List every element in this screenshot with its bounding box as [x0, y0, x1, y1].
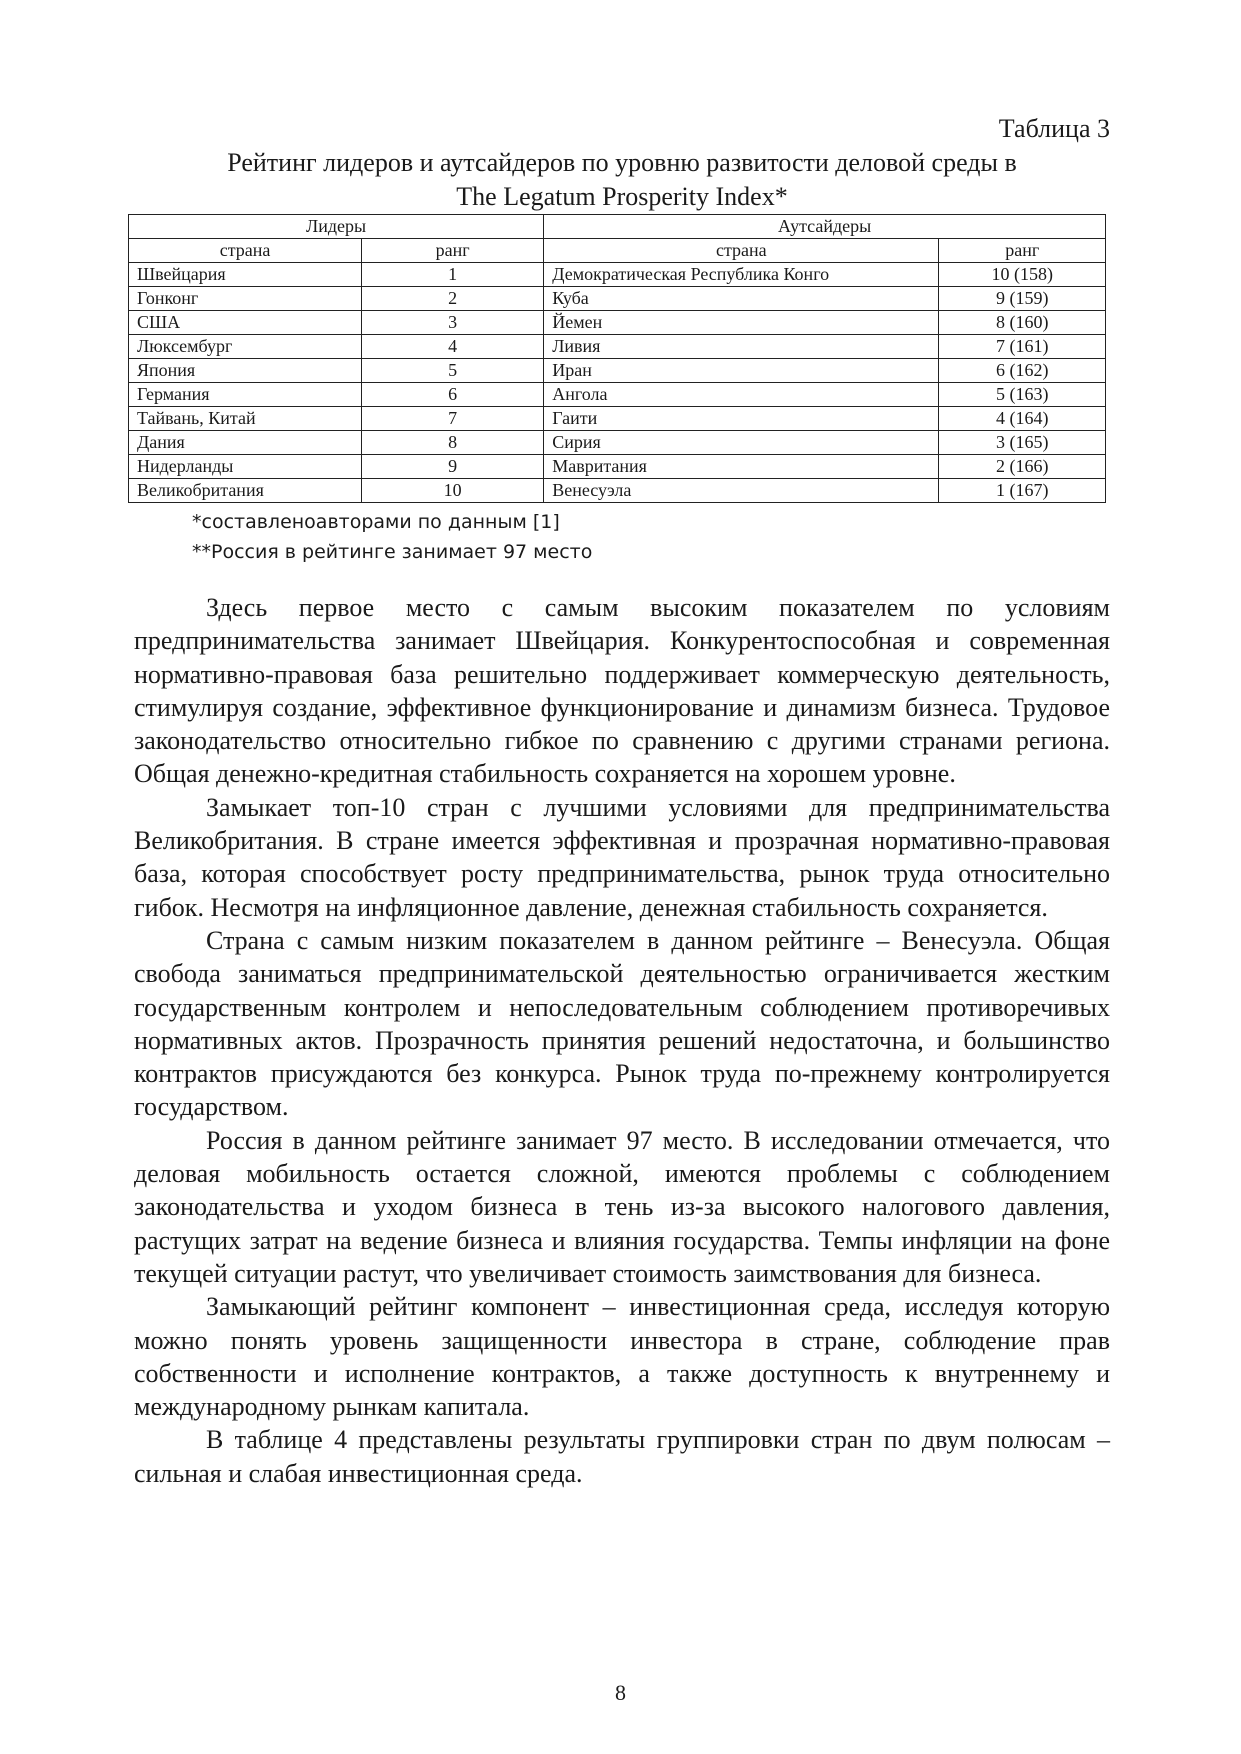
outsider-rank-cell: 3 (165)	[939, 431, 1106, 455]
outsiders-country-header: страна	[544, 239, 939, 263]
paragraph: Страна с самым низким показателем в данном рейтинге – Венесуэла. Общая свобода заниматься предпринимательской деятельностью ограничивается жестким государственным контролем и непоследовательным соблюдением противоречивых нормативных актов. Прозрачность принятия решений недостаточна, и большинство контрактов присуждаются без конкурса. Рынок труда по-прежнему контролируется государством.	[134, 925, 1110, 1122]
leader-country-cell: Германия	[129, 383, 362, 407]
document-page	[134, 112, 1110, 1490]
leader-rank-cell: 9	[362, 455, 544, 479]
outsider-rank-cell: 4 (164)	[939, 407, 1106, 431]
leader-rank-cell: 8	[362, 431, 544, 455]
leader-country-cell: Великобритания	[129, 479, 362, 503]
outsider-rank-cell: 9 (159)	[939, 287, 1106, 311]
outsider-country-cell: Демократическая Республика Конго	[544, 263, 939, 287]
table-column-header-row	[129, 239, 1106, 263]
table-body	[129, 263, 1106, 503]
outsider-country-cell: Ангола	[544, 383, 939, 407]
leader-country-cell: Швейцария	[129, 263, 362, 287]
table-caption-line-2: The Legatum Prosperity Index*	[456, 182, 788, 211]
paragraph: Россия в данном рейтинге занимает 97 место. В исследовании отмечается, что деловая мобильность остается сложной, имеются проблемы с соблюдением законодательства и уходом бизнеса в тень из-за высокого налогового давления, растущих затрат на ведение бизнеса и влияния государства. Темпы инфляции на фоне текущей ситуации растут, что увеличивает стоимость заимствования для бизнеса.	[134, 1125, 1110, 1288]
outsiders-rank-header: ранг	[939, 239, 1106, 263]
paragraph: Замыкающий рейтинг компонент – инвестиционная среда, исследуя которую можно понять уровень защищенности инвестора в стране, соблюдение прав собственности и исполнение контрактов, а также доступность к внутреннему и международному рынкам капитала.	[134, 1292, 1110, 1422]
outsider-country-cell: Мавритания	[544, 455, 939, 479]
table-row	[129, 455, 1106, 479]
outsiders-header: Аутсайдеры	[544, 215, 1106, 239]
page-number: 8	[615, 1680, 626, 1705]
leader-rank-cell: 2	[362, 287, 544, 311]
table-notes	[192, 507, 1110, 567]
table-caption-line-1: Рейтинг лидеров и аутсайдеров по уровню развитости деловой среды в	[227, 148, 1017, 177]
table-row	[129, 359, 1106, 383]
table-group-header-row	[129, 215, 1106, 239]
outsider-rank-cell: 10 (158)	[939, 263, 1106, 287]
paragraph: Замыкает топ-10 стран с лучшими условиями для предпринимательства Великобритания. В стране имеется эффективная и прозрачная нормативно-правовая база, которая способствует росту предпринимательства, рынок труда относительно гибок. Несмотря на инфляционное давление, денежная стабильность сохраняется.	[134, 792, 1110, 922]
table-note: *составленоавторами по данным [1]	[192, 511, 560, 533]
outsider-rank-cell: 1 (167)	[939, 479, 1106, 503]
outsider-country-cell: Сирия	[544, 431, 939, 455]
leader-rank-cell: 5	[362, 359, 544, 383]
outsider-country-cell: Куба	[544, 287, 939, 311]
outsider-rank-cell: 6 (162)	[939, 359, 1106, 383]
table-row	[129, 311, 1106, 335]
paragraph: В таблице 4 представлены результаты группировки стран по двум полюсам – сильная и слабая инвестиционная среда.	[134, 1425, 1110, 1488]
body-text	[134, 591, 1110, 1490]
table-row	[129, 479, 1106, 503]
leaders-country-header: страна	[129, 239, 362, 263]
table-row	[129, 431, 1106, 455]
leader-rank-cell: 3	[362, 311, 544, 335]
leader-country-cell: Тайвань, Китай	[129, 407, 362, 431]
outsider-country-cell: Ливия	[544, 335, 939, 359]
leader-country-cell: США	[129, 311, 362, 335]
leader-rank-cell: 4	[362, 335, 544, 359]
leader-country-cell: Нидерланды	[129, 455, 362, 479]
outsider-rank-cell: 5 (163)	[939, 383, 1106, 407]
table-row	[129, 335, 1106, 359]
table-caption	[134, 146, 1110, 214]
leader-country-cell: Люксембург	[129, 335, 362, 359]
table-row	[129, 263, 1106, 287]
outsider-country-cell: Гаити	[544, 407, 939, 431]
outsider-country-cell: Венесуэла	[544, 479, 939, 503]
table-label: Таблица 3	[998, 114, 1110, 143]
outsider-country-cell: Иран	[544, 359, 939, 383]
outsider-rank-cell: 2 (166)	[939, 455, 1106, 479]
leader-rank-cell: 10	[362, 479, 544, 503]
ranking-table	[128, 214, 1106, 503]
leaders-rank-header: ранг	[362, 239, 544, 263]
leader-rank-cell: 1	[362, 263, 544, 287]
leaders-header: Лидеры	[129, 215, 544, 239]
table-row	[129, 287, 1106, 311]
leader-rank-cell: 7	[362, 407, 544, 431]
leader-country-cell: Япония	[129, 359, 362, 383]
outsider-rank-cell: 7 (161)	[939, 335, 1106, 359]
outsider-country-cell: Йемен	[544, 311, 939, 335]
leader-rank-cell: 6	[362, 383, 544, 407]
table-note: **Россия в рейтинге занимает 97 место	[192, 541, 593, 563]
table-row	[129, 383, 1106, 407]
leader-country-cell: Гонконг	[129, 287, 362, 311]
table-row	[129, 407, 1106, 431]
paragraph: Здесь первое место с самым высоким показателем по условиям предпринимательства занимает Швейцария. Конкурентоспособная и современная нормативно-правовая база решительно поддерживает коммерческую деятельность, стимулируя создание, эффективное функционирование и динамизм бизнеса. Трудовое законодательство относительно гибкое по сравнению с другими странами региона. Общая денежно-кредитная стабильность сохраняется на хорошем уровне.	[134, 593, 1110, 789]
leader-country-cell: Дания	[129, 431, 362, 455]
outsider-rank-cell: 8 (160)	[939, 311, 1106, 335]
